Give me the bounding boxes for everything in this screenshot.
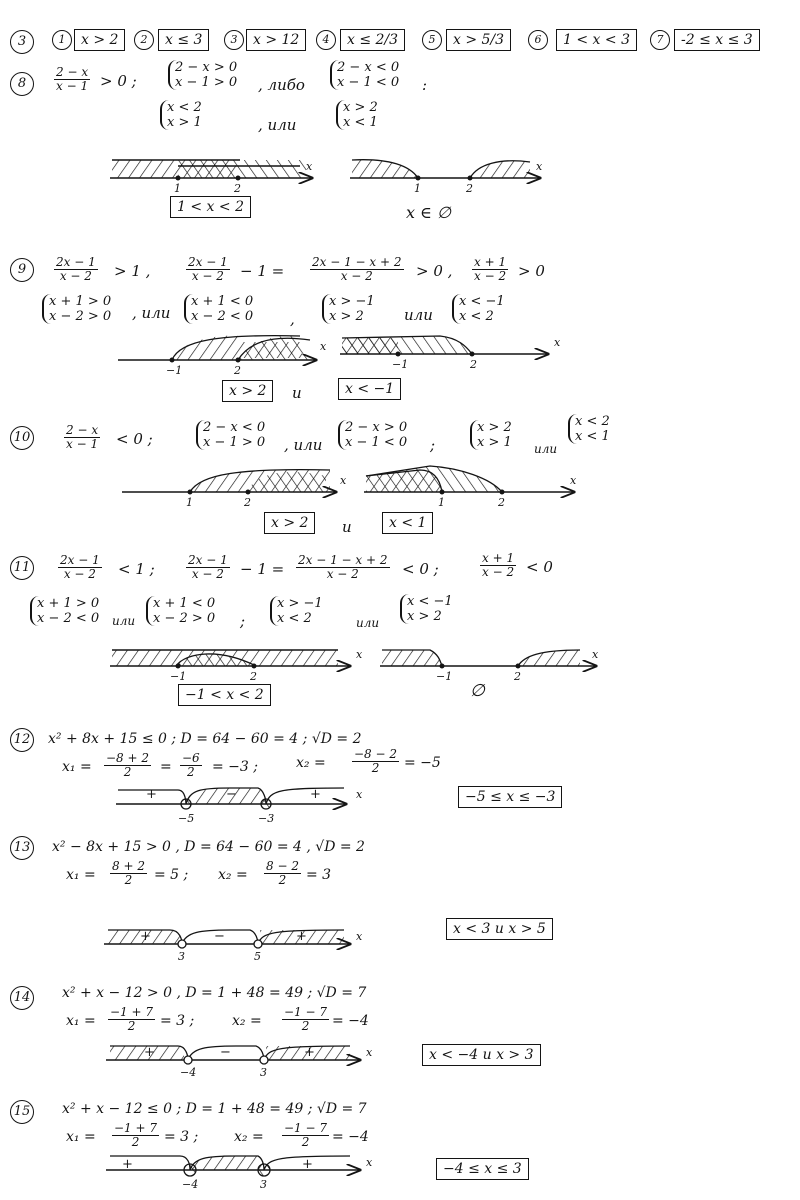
p10-system-1 xyxy=(196,420,265,450)
p11-relation-3: < 0 ; xyxy=(402,560,439,578)
p10-fraction-denominator: x − 1 xyxy=(66,437,99,451)
p9-system-3 xyxy=(322,294,375,324)
p9-fraction-3-numerator: 2x − 1 − x + 2 xyxy=(312,255,402,269)
p12-x2-label: x₂ = xyxy=(296,755,326,771)
p8-colon: : xyxy=(422,76,428,94)
p14-sign-3: + xyxy=(304,1045,315,1060)
p10-system-2-line-1: 2 − x > 0 xyxy=(345,420,408,435)
p9-relation-1: > 1 , xyxy=(114,262,151,280)
p10-axis1-var: x xyxy=(340,474,347,487)
answer-number-3: 3 xyxy=(224,30,244,50)
p9-axis2-label-1: −1 xyxy=(392,358,409,371)
p12-answer: −5 ≤ x ≤ −3 xyxy=(458,786,562,808)
p9-system-4 xyxy=(452,294,505,324)
p10-or-1: , или xyxy=(284,436,323,454)
p13-line-1: x² − 8x + 15 > 0 , D = 64 − 60 = 4 , √D = 2 xyxy=(52,839,365,855)
answer-number-5: 5 xyxy=(422,30,442,50)
p11-fraction-1-numerator: 2x − 1 xyxy=(60,553,100,567)
p11-fraction-2 xyxy=(186,554,230,581)
p8-axis1-label-1: 1 xyxy=(174,182,181,195)
p12-x1-result: = −3 ; xyxy=(212,759,258,775)
p12-x1-denominator: 2 xyxy=(123,765,132,779)
p14-x2-result: = −4 xyxy=(332,1013,369,1029)
p9-system-4-line-2: x < 2 xyxy=(459,309,494,324)
p10-system-1-line-1: 2 − x < 0 xyxy=(203,420,266,435)
p12-root-2: −3 xyxy=(258,812,275,825)
p15-answer: −4 ≤ x ≤ 3 xyxy=(436,1158,529,1180)
p11-relation-2: − 1 = xyxy=(240,560,285,578)
p9-fraction-4-numerator: x + 1 xyxy=(474,255,507,269)
p11-axis1-label-2: 2 xyxy=(250,670,257,683)
p11-system-3-line-2: x < 2 xyxy=(277,611,312,626)
p14-x2-fraction xyxy=(282,1006,329,1033)
p15-x2-numerator: −1 − 7 xyxy=(284,1121,328,1135)
p9-system-3-line-2: x > 2 xyxy=(329,309,364,324)
p15-x1-label: x₁ = xyxy=(66,1129,96,1145)
p9-system-1 xyxy=(42,294,111,324)
p14-root-1: −4 xyxy=(180,1066,197,1079)
p13-sign-2: − xyxy=(214,929,225,944)
p15-sign-2: − xyxy=(222,1149,233,1164)
p13-x2-result: = 3 xyxy=(306,867,332,883)
p9-fraction-4-denominator: x − 2 xyxy=(474,269,507,283)
p13-sign-3: + xyxy=(296,929,307,944)
p15-x2-result: = −4 xyxy=(332,1129,369,1145)
p15-x2-denominator: 2 xyxy=(301,1135,310,1149)
p9-axis1-label-2: 2 xyxy=(234,364,241,377)
p9-fraction-3-denominator: x − 2 xyxy=(340,269,373,283)
p10-system-2 xyxy=(338,420,407,450)
p10-system-4-line-2: x < 1 xyxy=(575,429,610,444)
p14-axis-var: x xyxy=(366,1046,373,1059)
problem-number-10: 10 xyxy=(10,426,34,450)
p11-axis2-label-2: 2 xyxy=(514,670,521,683)
p15-x1-numerator: −1 + 7 xyxy=(114,1121,158,1135)
p10-number-line-1 xyxy=(122,470,336,495)
problem-number-11: 11 xyxy=(10,556,34,580)
p11-fraction-1-denominator: x − 2 xyxy=(63,567,96,581)
p9-fraction-3 xyxy=(310,256,404,283)
p12-x2-fraction xyxy=(352,748,399,775)
p12-line-1: x² + 8x + 15 ≤ 0 ; D = 64 − 60 = 4 ; √D = 2 xyxy=(48,731,362,747)
p10-answer-1: x > 2 xyxy=(264,512,315,534)
p13-x1-fraction xyxy=(110,860,147,887)
p9-fraction-1-denominator: x − 2 xyxy=(59,269,92,283)
p11-system-2 xyxy=(146,596,215,626)
p11-system-4-line-1: x < −1 xyxy=(407,594,453,609)
p8-point-2 xyxy=(236,176,241,181)
p9-fraction-4 xyxy=(472,256,508,283)
answer-number-2: 2 xyxy=(134,30,154,50)
p15-x2-label: x₂ = xyxy=(234,1129,264,1145)
answer-box-3: x > 12 xyxy=(246,29,306,51)
p11-fraction-1 xyxy=(58,554,102,581)
p13-root-1: 3 xyxy=(178,950,185,963)
problem-number-14: 14 xyxy=(10,986,34,1010)
p9-answer-1: x > 2 xyxy=(222,380,273,402)
p15-root-2: 3 xyxy=(260,1178,267,1191)
p10-number-line-2 xyxy=(364,466,577,495)
problem-number-12: 12 xyxy=(10,728,34,752)
p11-semicolon: ; xyxy=(240,612,246,630)
p9-fraction-1 xyxy=(54,256,98,283)
p11-system-1 xyxy=(30,596,99,626)
p8-axis1-label-2: 2 xyxy=(234,182,241,195)
p9-system-1-line-2: x − 2 > 0 xyxy=(49,309,112,324)
p8-number-line-2 xyxy=(350,160,543,181)
p13-x2-label: x₂ = xyxy=(218,867,248,883)
p12-x1-fraction-2 xyxy=(180,752,202,779)
p11-fraction-4-denominator: x − 2 xyxy=(482,565,515,579)
p10-system-1-line-2: x − 1 > 0 xyxy=(203,435,266,450)
p12-x1-equals: = xyxy=(160,759,172,775)
p9-axis1-label-1: −1 xyxy=(166,364,183,377)
problem-number-3: 3 xyxy=(10,30,34,54)
p9-relation-4: > 0 xyxy=(518,262,545,280)
p10-semicolon: ; xyxy=(430,436,436,454)
p12-sign-1: + xyxy=(146,787,157,802)
p9-number-line-2 xyxy=(340,336,548,357)
p10-system-4 xyxy=(568,414,610,444)
p8-either-word: , либо xyxy=(258,76,305,94)
p10-answer-2: x < 1 xyxy=(382,512,433,534)
p10-fraction-numerator: 2 − x xyxy=(66,423,99,437)
p8-axis2-var: x xyxy=(536,160,543,173)
p9-system-4-line-1: x < −1 xyxy=(459,294,505,309)
p8-system-4-line-1: x > 2 xyxy=(343,100,378,115)
p11-fraction-4 xyxy=(480,552,516,579)
answer-number-6: 6 xyxy=(528,30,548,50)
problem-number-8: 8 xyxy=(10,72,34,96)
p11-system-3 xyxy=(270,596,323,626)
p13-x1-result: = 5 ; xyxy=(154,867,189,883)
p9-system-2-line-1: x + 1 < 0 xyxy=(191,294,254,309)
p12-sign-3: + xyxy=(310,787,321,802)
answer-box-6: 1 < x < 3 xyxy=(556,29,637,51)
p14-line-1: x² + x − 12 > 0 , D = 1 + 48 = 49 ; √D = 7 xyxy=(62,985,367,1001)
p11-or-1: или xyxy=(112,614,136,628)
p8-answer-2: x ∈ ∅ xyxy=(406,203,451,222)
p9-axis2-label-2: 2 xyxy=(470,358,477,371)
p8-number-line-1 xyxy=(110,160,312,181)
p15-x1-denominator: 2 xyxy=(131,1135,140,1149)
p11-system-2-line-1: x + 1 < 0 xyxy=(153,596,216,611)
p10-axis1-label-1: 1 xyxy=(186,496,193,509)
p14-x2-label: x₂ = xyxy=(232,1013,262,1029)
answer-box-2: x ≤ 3 xyxy=(158,29,209,51)
p13-root-2: 5 xyxy=(254,950,261,963)
p14-x2-numerator: −1 − 7 xyxy=(284,1005,328,1019)
p11-axis1-label-1: −1 xyxy=(170,670,187,683)
p10-system-3-line-2: x > 1 xyxy=(477,435,512,450)
p14-x2-denominator: 2 xyxy=(301,1019,310,1033)
p11-system-4 xyxy=(400,594,453,624)
p11-answer-1: −1 < x < 2 xyxy=(178,684,271,706)
p10-system-3-line-1: x > 2 xyxy=(477,420,512,435)
p9-axis2-var: x xyxy=(554,336,561,349)
p15-x1-fraction xyxy=(112,1122,159,1149)
p9-or-1: , или xyxy=(132,304,171,322)
p11-system-1-line-2: x − 2 < 0 xyxy=(37,611,100,626)
p10-relation: < 0 ; xyxy=(116,430,153,448)
p14-sign-1: + xyxy=(144,1045,155,1060)
p11-fraction-3 xyxy=(296,554,390,581)
p15-x2-fraction xyxy=(282,1122,329,1149)
p15-axis-var: x xyxy=(366,1156,373,1169)
problem-number-9: 9 xyxy=(10,258,34,282)
p10-or-2: или xyxy=(534,442,558,456)
p14-answer: x < −4 и x > 3 xyxy=(422,1044,541,1066)
p8-relation: > 0 ; xyxy=(100,72,137,90)
answer-number-7: 7 xyxy=(650,30,670,50)
p9-and: и xyxy=(292,384,302,402)
p8-system-2-line-2: x − 1 < 0 xyxy=(337,75,400,90)
p9-fraction-2-numerator: 2x − 1 xyxy=(188,255,228,269)
p8-system-3-line-1: x < 2 xyxy=(167,100,202,115)
p9-comma: , xyxy=(290,310,295,328)
p11-system-3-line-1: x > −1 xyxy=(277,596,323,611)
p14-x1-label: x₁ = xyxy=(66,1013,96,1029)
p11-system-2-line-2: x − 2 > 0 xyxy=(153,611,216,626)
answer-box-7: -2 ≤ x ≤ 3 xyxy=(674,29,760,51)
p14-root-2: 3 xyxy=(260,1066,267,1079)
p14-sign-2: − xyxy=(220,1045,231,1060)
p13-x2-denominator: 2 xyxy=(278,873,287,887)
p11-fraction-4-numerator: x + 1 xyxy=(482,551,515,565)
p8-axis2-label-1: 1 xyxy=(414,182,421,195)
p14-x1-fraction xyxy=(108,1006,155,1033)
p9-system-2-line-2: x − 2 < 0 xyxy=(191,309,254,324)
p9-system-3-line-1: x > −1 xyxy=(329,294,375,309)
p15-sign-line xyxy=(106,1156,360,1176)
p9-system-1-line-1: x + 1 > 0 xyxy=(49,294,112,309)
p11-system-1-line-1: x + 1 > 0 xyxy=(37,596,100,611)
p10-fraction xyxy=(64,424,100,451)
p13-x2-numerator: 8 − 2 xyxy=(266,859,299,873)
p12-x1-numerator: −8 + 2 xyxy=(106,751,150,765)
p12-x2-result: = −5 xyxy=(404,755,441,771)
p10-axis2-label-1: 1 xyxy=(438,496,445,509)
p12-point-minus3 xyxy=(261,799,271,809)
p10-system-4-line-1: x < 2 xyxy=(575,414,610,429)
p14-x1-numerator: −1 + 7 xyxy=(110,1005,154,1019)
p11-system-4-line-2: x > 2 xyxy=(407,609,442,624)
p8-system-3-line-2: x > 1 xyxy=(167,115,202,130)
p8-system-1-line-2: x − 1 > 0 xyxy=(175,75,238,90)
p13-sign-1: + xyxy=(140,929,151,944)
p15-sign-1: + xyxy=(122,1157,133,1172)
p9-relation-3: > 0 , xyxy=(416,262,453,280)
p11-fraction-2-denominator: x − 2 xyxy=(191,567,224,581)
p12-point-minus5 xyxy=(181,799,191,809)
p8-answer-1: 1 < x < 2 xyxy=(170,196,251,218)
p9-system-2 xyxy=(184,294,253,324)
answer-box-5: x > 5/3 xyxy=(446,29,511,51)
p8-point-1 xyxy=(176,176,181,181)
p13-x2-fraction xyxy=(264,860,301,887)
p11-number-line-2 xyxy=(380,648,599,669)
answer-box-1: x > 2 xyxy=(74,29,125,51)
answer-number-4: 4 xyxy=(316,30,336,50)
p13-x1-denominator: 2 xyxy=(124,873,133,887)
p11-axis2-label-1: −1 xyxy=(436,670,453,683)
p8-or-word: , или xyxy=(258,116,297,134)
p10-and: и xyxy=(342,518,352,536)
p8-fraction-denominator: x − 1 xyxy=(56,79,89,93)
p15-root-1: −4 xyxy=(182,1178,199,1191)
p11-fraction-2-numerator: 2x − 1 xyxy=(188,553,228,567)
p10-system-2-line-2: x − 1 < 0 xyxy=(345,435,408,450)
p13-axis-var: x xyxy=(356,930,363,943)
p15-x1-result: = 3 ; xyxy=(164,1129,199,1145)
problem-number-15: 15 xyxy=(10,1100,34,1124)
p11-fraction-3-denominator: x − 2 xyxy=(326,567,359,581)
p9-fraction-2 xyxy=(186,256,230,283)
p9-relation-2: − 1 = xyxy=(240,262,285,280)
p11-axis1-var: x xyxy=(356,648,363,661)
p11-relation-4: < 0 xyxy=(526,558,553,576)
p8-axis1-var: x xyxy=(306,160,313,173)
p15-line-1: x² + x − 12 ≤ 0 ; D = 1 + 48 = 49 ; √D = 7 xyxy=(62,1101,367,1117)
p10-axis2-label-2: 2 xyxy=(498,496,505,509)
p12-x1-fraction xyxy=(104,752,151,779)
p12-x1-label: x₁ = xyxy=(62,759,92,775)
p15-sign-3: + xyxy=(302,1157,313,1172)
p11-or-2: или xyxy=(356,616,380,630)
p9-or-2: или xyxy=(404,306,433,324)
p12-x1-numerator-2: −6 xyxy=(182,751,200,765)
p11-axis2-var: x xyxy=(592,648,599,661)
p12-root-1: −5 xyxy=(178,812,195,825)
p13-answer: x < 3 и x > 5 xyxy=(446,918,553,940)
p14-x1-denominator: 2 xyxy=(127,1019,136,1033)
p14-x1-result: = 3 ; xyxy=(160,1013,195,1029)
p13-x1-label: x₁ = xyxy=(66,867,96,883)
p11-answer-2: ∅ xyxy=(470,681,485,701)
p12-axis-var: x xyxy=(356,788,363,801)
p12-x2-denominator: 2 xyxy=(371,761,380,775)
p11-relation-1: < 1 ; xyxy=(118,560,155,578)
p12-x2-numerator: −8 − 2 xyxy=(354,747,398,761)
p11-number-line-1 xyxy=(110,650,350,669)
p10-axis1-label-2: 2 xyxy=(244,496,251,509)
answer-box-4: x ≤ 2/3 xyxy=(340,29,405,51)
p8-system-1-line-1: 2 − x > 0 xyxy=(175,60,238,75)
p8-system-2-line-1: 2 − x < 0 xyxy=(337,60,400,75)
p13-x1-numerator: 8 + 2 xyxy=(112,859,145,873)
problem-number-13: 13 xyxy=(10,836,34,860)
answer-number-1: 1 xyxy=(52,30,72,50)
p10-axis2-var: x xyxy=(570,474,577,487)
p9-answer-2: x < −1 xyxy=(338,378,401,400)
p11-fraction-3-numerator: 2x − 1 − x + 2 xyxy=(298,553,388,567)
p8-system-4-line-2: x < 1 xyxy=(343,115,378,130)
p12-sign-2: − xyxy=(226,787,237,802)
p8-fraction-numerator: 2 − x xyxy=(56,65,89,79)
p10-system-3 xyxy=(470,420,512,450)
p8-axis2-label-2: 2 xyxy=(466,182,473,195)
p9-fraction-1-numerator: 2x − 1 xyxy=(56,255,96,269)
p8-hatch-x-greater-1 xyxy=(178,160,306,178)
p12-x1-denominator-2: 2 xyxy=(187,765,195,779)
p9-fraction-2-denominator: x − 2 xyxy=(191,269,224,283)
p9-axis1-var: x xyxy=(320,340,327,353)
p9-number-line-1 xyxy=(118,336,316,363)
